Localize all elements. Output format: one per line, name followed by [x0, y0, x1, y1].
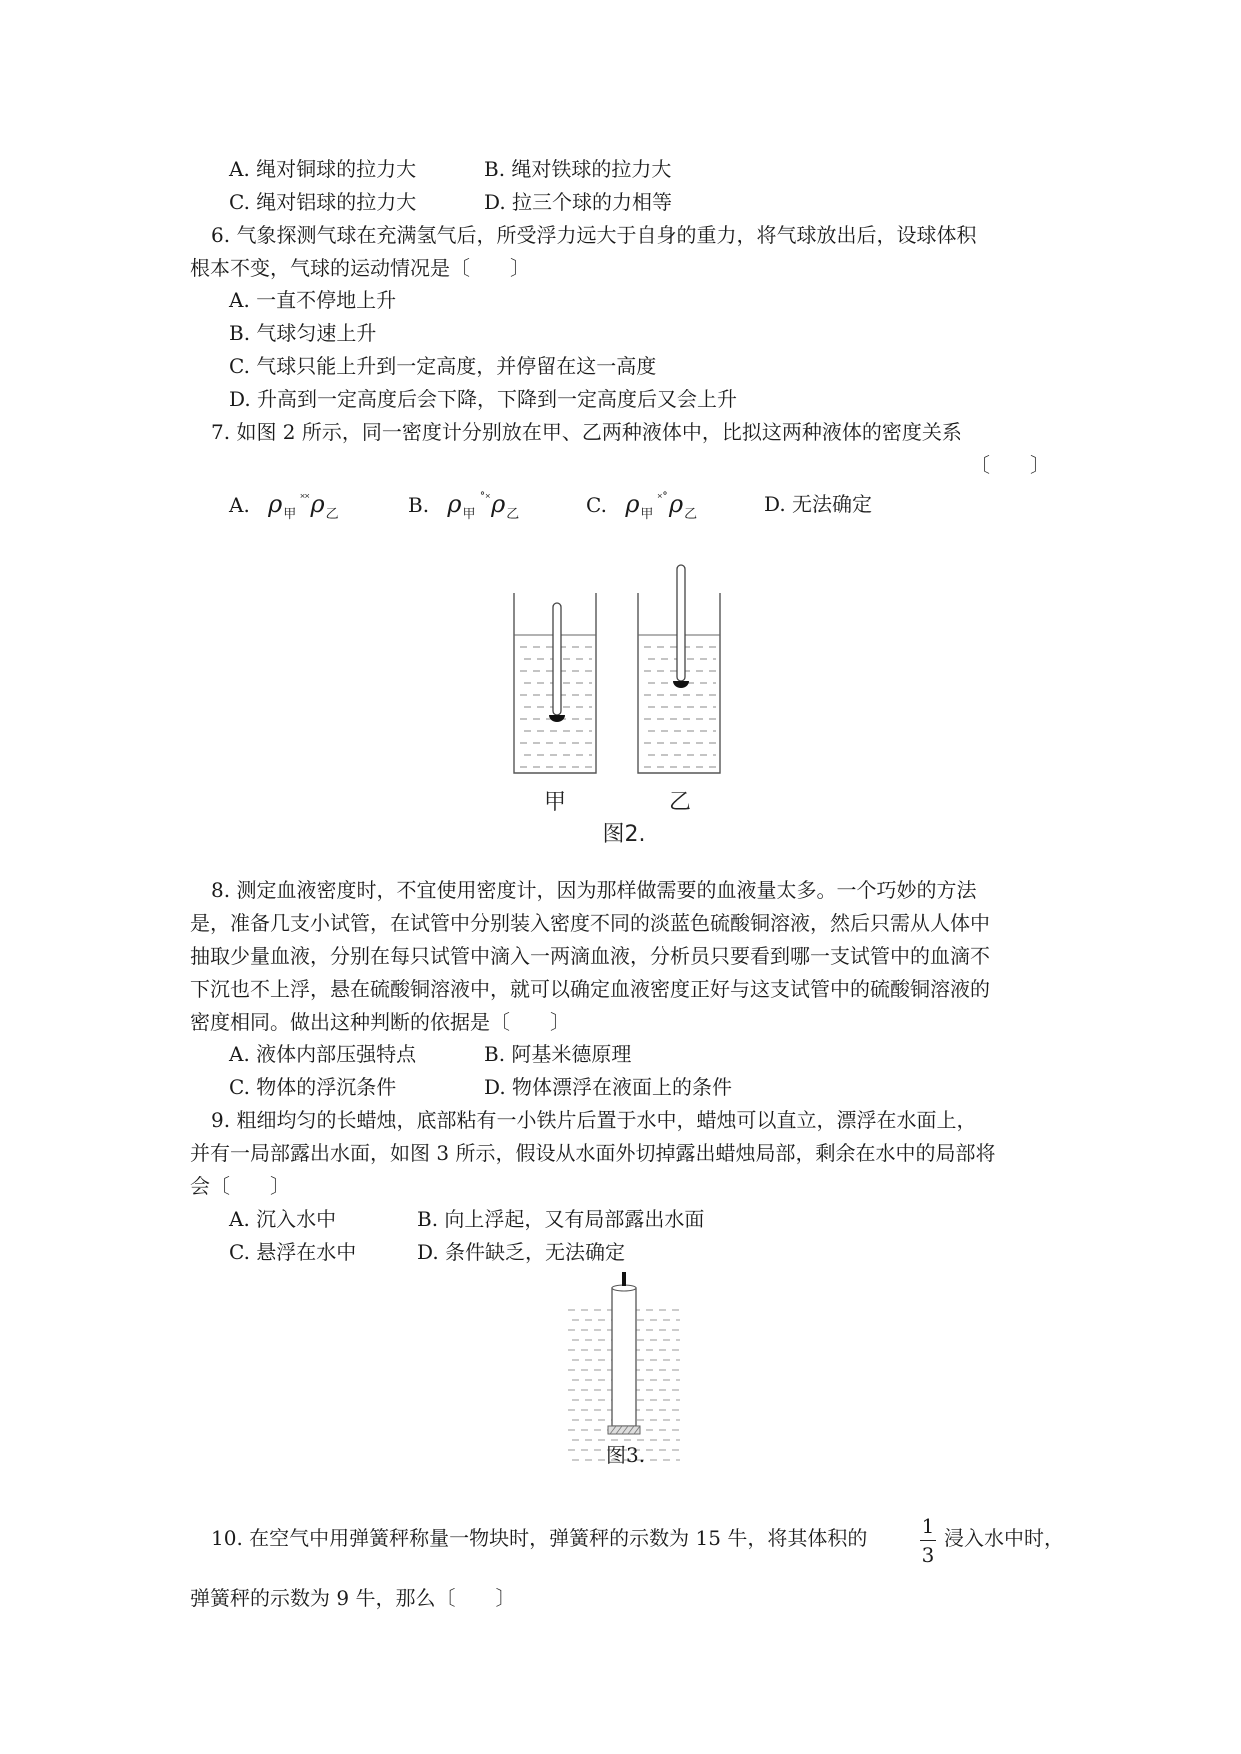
- q7-answer-bracket: 〔 〕: [970, 453, 1050, 477]
- q6-option-a: A. 一直不停地上升: [229, 288, 397, 312]
- rho-symbol: ρ: [447, 490, 462, 518]
- hydrometer-jia: [549, 603, 565, 722]
- subscript-yi: 乙: [325, 507, 339, 522]
- relation-symbol-b: ˚˟: [479, 491, 491, 505]
- fraction-bar: [920, 1540, 936, 1541]
- q8-stem-line4: 下沉也不上浮，悬在硫酸铜溶液中，就可以确定血液密度正好与这支试管中的硫酸铜溶液的: [190, 977, 990, 1001]
- q5-option-b: B. 绳对铁球的拉力大: [484, 157, 672, 181]
- wick-icon: [622, 1272, 626, 1286]
- q8-option-d: D. 物体漂浮在液面上的条件: [484, 1075, 733, 1099]
- rho-symbol: ρ: [491, 490, 506, 518]
- q9-option-c: C. 悬浮在水中: [229, 1240, 357, 1264]
- q6-option-c: C. 气球只能上升到一定高度，并停留在这一高度: [229, 354, 657, 378]
- q9-stem-line2: 并有一局部露出水面，如图 3 所示，假设从水面外切掉露出蜡烛局部，剩余在水中的局部将: [190, 1141, 996, 1165]
- figure-2-caption: 图2.: [602, 822, 646, 847]
- figure-2-hydrometers: [500, 555, 740, 850]
- q8-option-b: B. 阿基米德原理: [484, 1042, 632, 1066]
- subscript-jia: 甲: [283, 507, 297, 522]
- subscript-yi: 乙: [506, 507, 520, 522]
- q9-option-a: A. 沉入水中: [229, 1207, 337, 1231]
- q6-option-b: B. 气球匀速上升: [229, 321, 377, 345]
- q9-option-b: B. 向上浮起，又有局部露出水面: [417, 1207, 705, 1231]
- q10-stem-line1a: 10. 在空气中用弹簧秤称量一物块时，弹簧秤的示数为 15 牛，将其体积的: [211, 1526, 868, 1550]
- q8-option-a: A. 液体内部压强特点: [229, 1042, 417, 1066]
- q7-stem-line1: 7. 如图 2 所示，同一密度计分别放在甲、乙两种液体中，比拟这两种液体的密度关系: [211, 420, 962, 444]
- relation-symbol-c: ˟˚: [657, 491, 669, 505]
- q9-option-d: D. 条件缺乏，无法确定: [417, 1240, 626, 1264]
- q5-option-d: D. 拉三个球的力相等: [484, 190, 673, 214]
- candle: [612, 1272, 636, 1426]
- subscript-jia: 甲: [462, 507, 476, 522]
- subscript-yi: 乙: [684, 507, 698, 522]
- figure-2-label-yi: 乙: [668, 790, 692, 815]
- q7-option-a-label: A.: [229, 493, 250, 517]
- q8-stem-line3: 抽取少量血液，分别在每只试管中滴入一两滴血液，分析员只要看到哪一支试管中的血滴不: [190, 944, 990, 968]
- subscript-jia: 甲: [640, 507, 654, 522]
- figure-3-caption: 图3.: [606, 1443, 646, 1467]
- q7-option-c-label: C.: [586, 493, 607, 517]
- rho-symbol: ρ: [268, 490, 283, 518]
- relation-symbol-a: ˟˟: [300, 491, 310, 505]
- q10-stem-line1b: 浸入水中时，: [944, 1526, 1064, 1550]
- fraction-numerator: 1: [921, 1514, 935, 1538]
- fraction-denominator: 3: [921, 1543, 935, 1567]
- q8-option-c: C. 物体的浮沉条件: [229, 1075, 397, 1099]
- q8-stem-line1: 8. 测定血液密度时，不宜使用密度计，因为那样做需要的血液量太多。一个巧妙的方法: [211, 878, 977, 902]
- rho-symbol: ρ: [625, 490, 640, 518]
- q7-option-b-label: B.: [408, 493, 430, 517]
- q6-stem-line2: 根本不变，气球的运动情况是〔 〕: [190, 256, 530, 280]
- hydrometer-yi: [673, 565, 689, 688]
- q5-option-c: C. 绳对铝球的拉力大: [229, 190, 417, 214]
- q9-stem-line3: 会〔 〕: [190, 1174, 290, 1198]
- q7-option-d: D. 无法确定: [764, 492, 873, 516]
- fraction-one-third: [920, 1513, 936, 1568]
- figure-2-label-jia: 甲: [543, 790, 567, 815]
- q7-option-b: [408, 490, 519, 523]
- q5-option-a: A. 绳对铜球的拉力大: [229, 157, 417, 181]
- rho-symbol: ρ: [669, 490, 684, 518]
- q6-option-d: D. 升高到一定高度后会下降，下降到一定高度后又会上升: [229, 387, 738, 411]
- q9-stem-line1: 9. 粗细均匀的长蜡烛，底部粘有一小铁片后置于水中，蜡烛可以直立，漂浮在水面上，: [211, 1108, 977, 1132]
- q7-option-c: [586, 490, 697, 523]
- q6-stem-line1: 6. 气象探测气球在充满氢气后，所受浮力远大于自身的重力，将气球放出后，设球体积: [211, 223, 977, 247]
- rho-symbol: ρ: [310, 490, 325, 518]
- q7-option-a: [229, 490, 339, 523]
- q8-stem-line5: 密度相同。做出这种判断的依据是〔 〕: [190, 1010, 570, 1034]
- q10-stem-line2: 弹簧秤的示数为 9 牛，那么〔 〕: [190, 1586, 516, 1610]
- q8-stem-line2: 是，准备几支小试管，在试管中分别装入密度不同的淡蓝色硫酸铜溶液，然后只需从人体中: [190, 911, 990, 935]
